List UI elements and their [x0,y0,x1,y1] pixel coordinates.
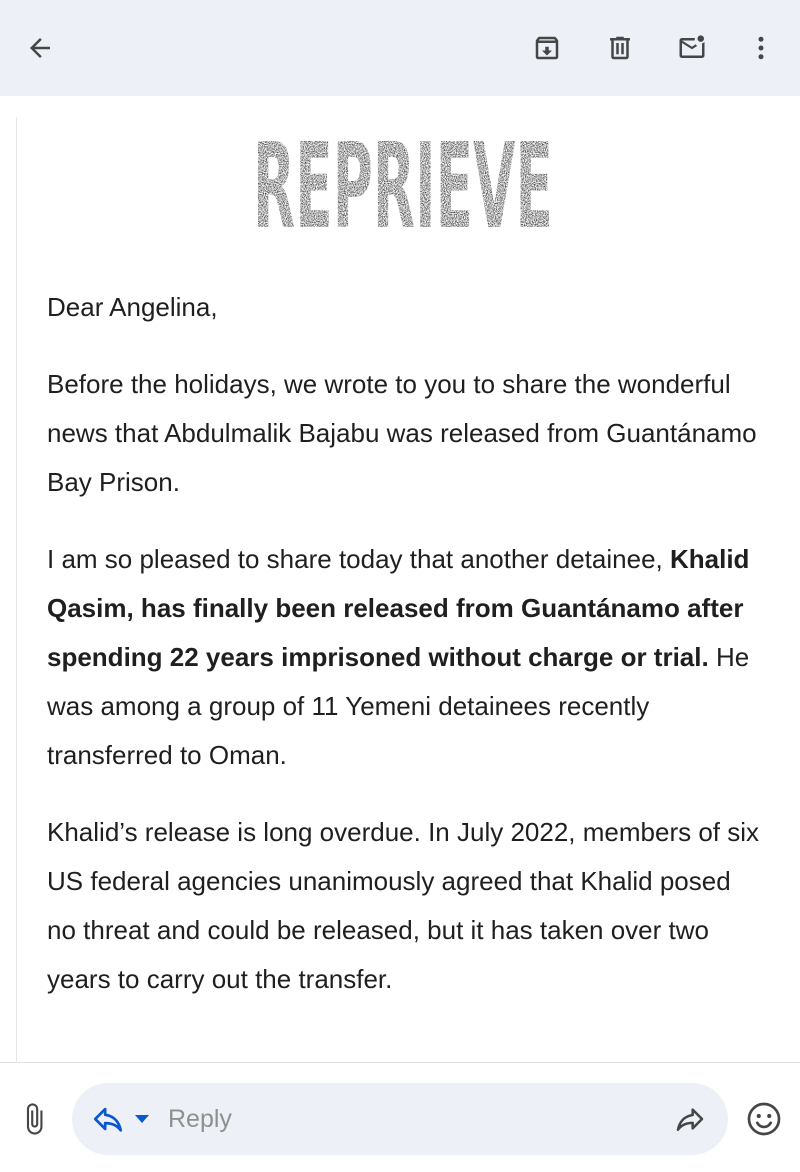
emoji-icon[interactable] [746,1101,782,1137]
archive-icon [532,33,562,63]
forward-icon[interactable] [672,1103,708,1135]
greeting: Dear Angelina, [47,292,218,322]
more-options-button[interactable] [737,24,785,72]
more-vert-icon [746,33,776,63]
paragraph-2-intro: I am so pleased to share today that another detainee, [47,544,670,574]
mark-unread-button[interactable] [668,24,716,72]
paragraph-2-bold: Khalid Qasim, has finally been released from Guantánamo after spending 22 years imprisoned without charge or trial. [47,544,750,672]
back-button[interactable] [16,24,64,72]
reply-input[interactable] [168,1101,648,1137]
paragraph-3: Khalid’s release is long overdue. In July 2022, members of six US federal agencies unanimously agreed that Khalid posed no threat and could be released, but it has taken over two years to carry out the transfer. [47,817,760,994]
top-toolbar [0,0,800,96]
paragraph-2 [47,535,759,780]
attach-button[interactable] [14,1099,54,1139]
arrow-left-icon [25,33,55,63]
trash-icon [605,33,635,63]
mark-unread-icon [677,33,707,63]
reply-bar [0,1062,800,1172]
reply-icon[interactable] [90,1102,126,1136]
reprieve-logo [251,119,555,235]
archive-button[interactable] [523,24,571,72]
message-text [47,283,759,1032]
email-body [16,117,800,1062]
chevron-down-icon[interactable] [134,1114,150,1124]
logo-text: REPRIEVE [253,119,553,235]
paragraph-1: Before the holidays, we wrote to you to share the wonderful news that Abdulmalik Bajabu was released from Guantánamo Bay Prison. [47,369,757,497]
paperclip-icon [17,1102,51,1136]
reply-box[interactable] [72,1083,728,1155]
paragraph-2-rest: He was among a group of 11 Yemeni detainees recently transferred to Oman. [47,642,750,770]
delete-button[interactable] [596,24,644,72]
